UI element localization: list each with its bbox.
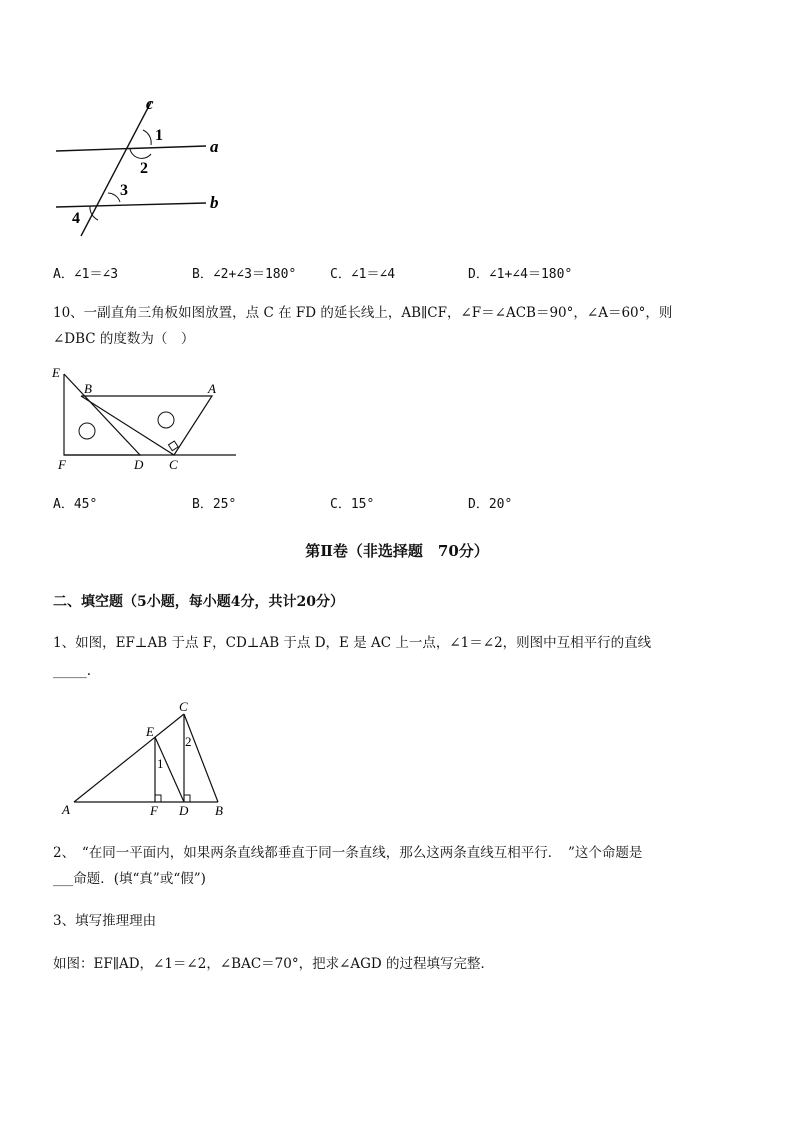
f1-figure — [58, 700, 228, 820]
right-angle-mark-c — [168, 441, 178, 451]
label-b: B — [84, 381, 92, 396]
label-c: C — [179, 700, 188, 714]
label-c: c — [146, 94, 154, 113]
part2-title: 第Ⅱ卷（非选择题 70分） — [305, 542, 489, 560]
label-d: D — [134, 457, 144, 472]
f2-stem-line1: 2、 “在同一平面内，如果两条直线都垂直于同一条直线，那么这两条直线互相平行． ”这个命题是 — [53, 845, 643, 861]
f3-stem-line2: 如图：EF∥AD，∠1＝∠2，∠BAC＝70°，把求∠AGD 的过程填写完整． — [53, 956, 495, 972]
q10-stem-line1: 10、一副直角三角板如图放置，点 C 在 FD 的延长线上，AB∥CF，∠F＝∠ACB＝90°，∠A＝60°，则 — [53, 305, 673, 321]
angle-1-arc — [143, 130, 151, 145]
label-angle-3: 3 — [120, 182, 128, 199]
q9-figure — [48, 92, 238, 242]
label-b: B — [215, 803, 223, 818]
line-b — [56, 203, 206, 207]
label-f: F — [58, 457, 66, 472]
label-a: A — [62, 802, 70, 817]
segment-ac — [74, 714, 184, 802]
label-d: D — [179, 803, 189, 818]
q9-option-a: A．∠1＝∠3 — [53, 267, 119, 282]
q9-option-c: C．∠1＝∠4 — [330, 267, 396, 282]
label-angle-2: 2 — [185, 734, 192, 749]
label-angle-1: 1 — [155, 127, 163, 144]
label-e: E — [52, 365, 60, 380]
hole-left — [79, 423, 95, 439]
label-f: F — [150, 803, 158, 818]
q10-option-a: A．45° — [53, 497, 98, 512]
triangle-efd — [64, 374, 140, 455]
line-a — [56, 146, 206, 151]
q10-option-d: D．20° — [468, 497, 513, 512]
label-c: C — [169, 457, 178, 472]
angle-2-arc — [130, 149, 151, 158]
right-angle-mark-d — [184, 795, 190, 802]
right-angle-mark-f — [155, 795, 161, 802]
label-a: a — [210, 137, 219, 156]
angle-3-arc — [108, 193, 120, 202]
label-e: E — [146, 724, 154, 739]
label-angle-1: 1 — [157, 756, 164, 771]
label-angle-2: 2 — [140, 160, 148, 177]
label-b: b — [210, 193, 219, 212]
q10-option-b: B．25° — [192, 497, 237, 512]
f1-stem-line1: 1、如图，EF⊥AB 于点 F，CD⊥AB 于点 D，E 是 AC 上一点，∠1＝∠2，则图中互相平行的直线 — [53, 635, 652, 651]
label-angle-4: 4 — [72, 210, 80, 227]
f2-stem-line2: ___命题．(填“真”或“假”) — [53, 871, 206, 887]
f1-stem-line2: _____. — [53, 663, 92, 679]
hole-right — [158, 412, 174, 428]
label-a: A — [208, 381, 216, 396]
q9-option-b: B．∠2+∠3＝180° — [192, 267, 297, 282]
segment-cb — [184, 714, 218, 802]
f3-stem-line1: 3、填写推理理由 — [53, 913, 157, 929]
triangle-abc — [81, 396, 212, 455]
q9-option-d: D．∠1+∠4＝180° — [468, 267, 573, 282]
q10-figure — [48, 362, 248, 474]
fill-blank-section-title: 二、填空题（5小题，每小题4分，共计20分） — [53, 594, 344, 610]
q10-stem-line2: ∠DBC 的度数为（ ） — [53, 331, 195, 347]
q10-option-c: C．15° — [330, 497, 375, 512]
